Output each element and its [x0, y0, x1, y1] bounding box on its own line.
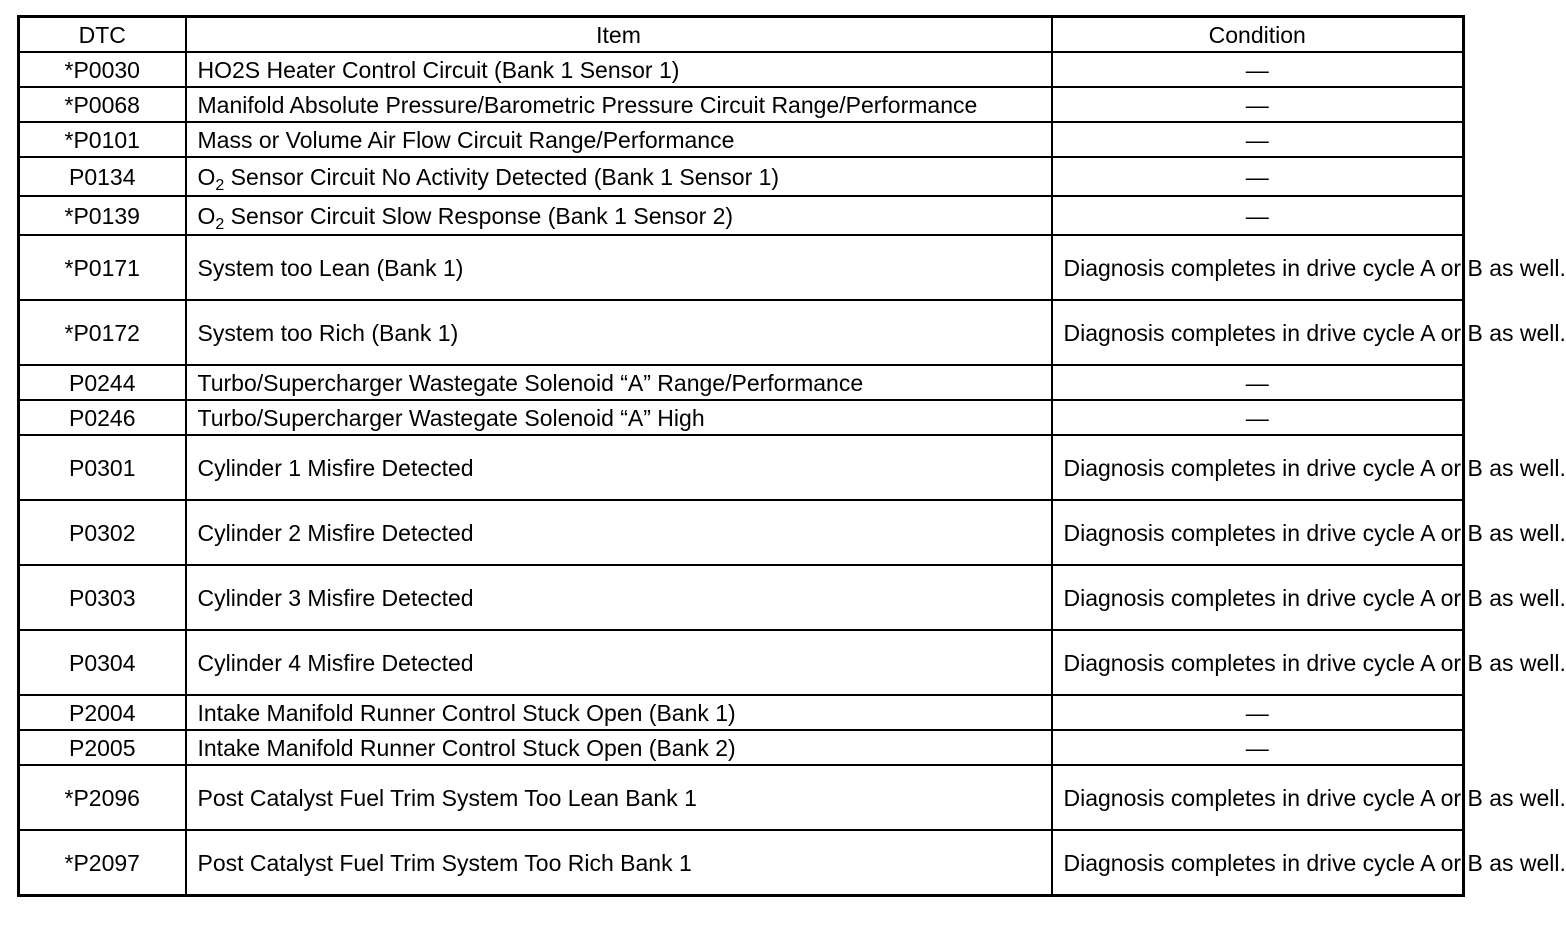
- dtc-item: Intake Manifold Runner Control Stuck Open (Bank 1): [186, 695, 1052, 730]
- dtc-condition: Diagnosis completes in drive cycle A or B as well.: [1052, 830, 1464, 896]
- dtc-code: *P0139: [19, 196, 186, 235]
- dtc-code: *P0101: [19, 122, 186, 157]
- header-condition: Condition: [1052, 17, 1464, 53]
- dtc-item: Post Catalyst Fuel Trim System Too Rich Bank 1: [186, 830, 1052, 896]
- dtc-item: Cylinder 4 Misfire Detected: [186, 630, 1052, 695]
- dtc-condition: —: [1052, 157, 1464, 196]
- dtc-item: [186, 196, 1052, 235]
- dtc-code: *P0030: [19, 52, 186, 87]
- table-row: [19, 365, 1464, 400]
- table-row: [19, 730, 1464, 765]
- dtc-code: P2004: [19, 695, 186, 730]
- table-row: [19, 565, 1464, 630]
- dtc-code: P2005: [19, 730, 186, 765]
- dtc-item: Cylinder 3 Misfire Detected: [186, 565, 1052, 630]
- dtc-condition: —: [1052, 122, 1464, 157]
- dtc-condition: —: [1052, 730, 1464, 765]
- dtc-item: Cylinder 2 Misfire Detected: [186, 500, 1052, 565]
- dtc-item: Intake Manifold Runner Control Stuck Open (Bank 2): [186, 730, 1052, 765]
- table-row: [19, 157, 1464, 196]
- dtc-item: Manifold Absolute Pressure/Barometric Pressure Circuit Range/Performance: [186, 87, 1052, 122]
- dtc-table: [17, 15, 1566, 897]
- dtc-condition: Diagnosis completes in drive cycle A or B as well.: [1052, 565, 1464, 630]
- table-row: [19, 235, 1464, 300]
- table-row: [19, 52, 1464, 87]
- dtc-code: P0246: [19, 400, 186, 435]
- header-row: [19, 17, 1464, 53]
- dtc-condition: —: [1052, 87, 1464, 122]
- dtc-code: *P2097: [19, 830, 186, 896]
- dtc-item: HO2S Heater Control Circuit (Bank 1 Sensor 1): [186, 52, 1052, 87]
- item-prefix: O: [197, 202, 216, 229]
- table-row: [19, 196, 1464, 235]
- dtc-code: P0134: [19, 157, 186, 196]
- table-row: [19, 765, 1464, 830]
- table-row: [19, 87, 1464, 122]
- item-rest: Sensor Circuit Slow Response (Bank 1 Sensor 2): [224, 202, 734, 229]
- dtc-condition: —: [1052, 196, 1464, 235]
- dtc-item: Turbo/Supercharger Wastegate Solenoid “A” High: [186, 400, 1052, 435]
- dtc-code: *P0172: [19, 300, 186, 365]
- item-subscript: 2: [215, 176, 225, 194]
- dtc-condition: Diagnosis completes in drive cycle A or B as well.: [1052, 500, 1464, 565]
- table-row: [19, 435, 1464, 500]
- table-row: [19, 300, 1464, 365]
- item-prefix: O: [197, 163, 216, 190]
- dtc-condition: Diagnosis completes in drive cycle A or B as well.: [1052, 435, 1464, 500]
- item-rest: Sensor Circuit No Activity Detected (Bank 1 Sensor 1): [224, 163, 780, 190]
- dtc-condition: Diagnosis completes in drive cycle A or B as well.: [1052, 235, 1464, 300]
- dtc-code: *P2096: [19, 765, 186, 830]
- dtc-code: *P0068: [19, 87, 186, 122]
- dtc-item: Cylinder 1 Misfire Detected: [186, 435, 1052, 500]
- table-row: [19, 400, 1464, 435]
- table-row: [19, 630, 1464, 695]
- dtc-condition: Diagnosis completes in drive cycle A or B as well.: [1052, 300, 1464, 365]
- dtc-condition: Diagnosis completes in drive cycle A or B as well.: [1052, 630, 1464, 695]
- dtc-code: P0244: [19, 365, 186, 400]
- dtc-code: P0303: [19, 565, 186, 630]
- dtc-code: *P0171: [19, 235, 186, 300]
- dtc-condition: —: [1052, 52, 1464, 87]
- dtc-item: Mass or Volume Air Flow Circuit Range/Performance: [186, 122, 1052, 157]
- dtc-code: P0302: [19, 500, 186, 565]
- dtc-item: [186, 157, 1052, 196]
- table-row: [19, 122, 1464, 157]
- dtc-item: Turbo/Supercharger Wastegate Solenoid “A” Range/Performance: [186, 365, 1052, 400]
- header-item: Item: [186, 17, 1052, 53]
- item-subscript: 2: [215, 215, 225, 233]
- dtc-item: Post Catalyst Fuel Trim System Too Lean Bank 1: [186, 765, 1052, 830]
- header-dtc: DTC: [19, 17, 186, 53]
- dtc-item: System too Rich (Bank 1): [186, 300, 1052, 365]
- dtc-code: P0301: [19, 435, 186, 500]
- dtc-item: System too Lean (Bank 1): [186, 235, 1052, 300]
- dtc-code: P0304: [19, 630, 186, 695]
- dtc-condition: —: [1052, 365, 1464, 400]
- dtc-condition: Diagnosis completes in drive cycle A or B as well.: [1052, 765, 1464, 830]
- dtc-condition: —: [1052, 695, 1464, 730]
- table-row: [19, 695, 1464, 730]
- table-row: [19, 500, 1464, 565]
- dtc-condition: —: [1052, 400, 1464, 435]
- table-row: [19, 830, 1464, 896]
